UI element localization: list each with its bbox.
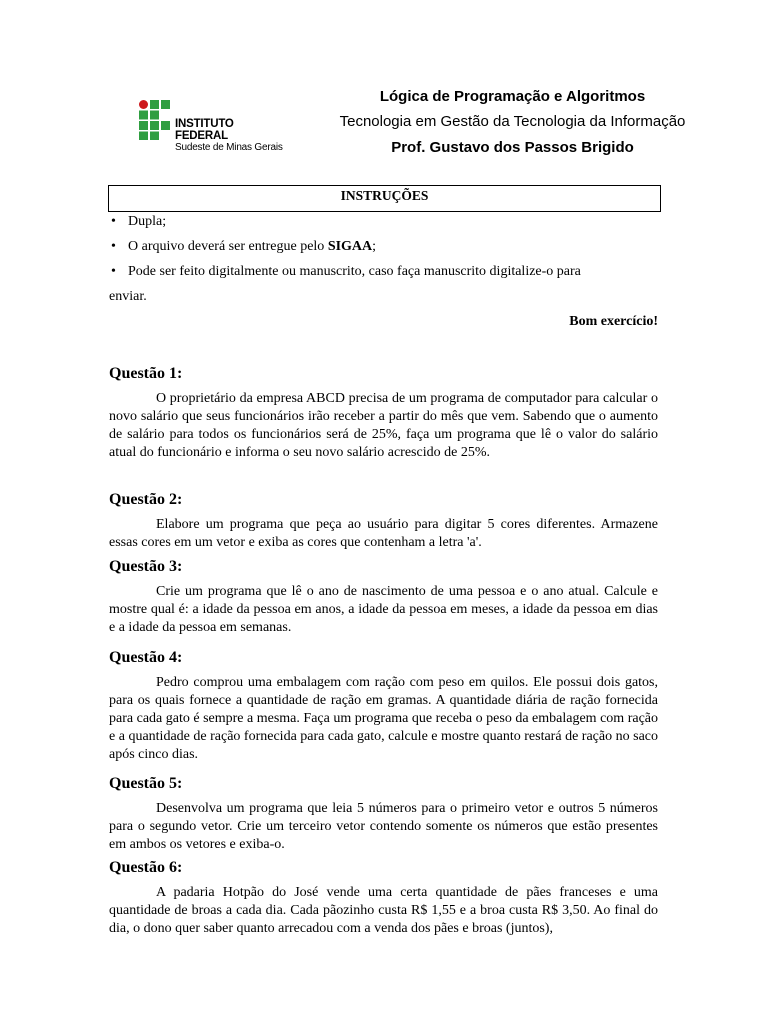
program-title: Tecnologia em Gestão da Tecnologia da Informação — [339, 113, 686, 130]
instruction-item: • Pode ser feito digitalmente ou manuscrito, caso faça manuscrito digitalize-o para — [111, 264, 581, 279]
instruction-item: • O arquivo deverá ser entregue pelo SIGAA; — [111, 239, 377, 254]
institution-logo — [139, 100, 289, 153]
bullet-icon: • — [111, 214, 116, 229]
question-text: Desenvolva um programa que leia 5 números para o primeiro vetor e outros 5 números para o segundo vetor. Crie um terceiro vetor contendo somente os números que estão presentes em ambos os vetores e exiba-o. — [109, 801, 658, 852]
logo-campus-name: Sudeste de Minas Gerais — [175, 142, 283, 153]
question-text: Pedro comprou uma embalagem com ração com peso em quilos. Ele possui dois gatos, para os quais fornece a quantidade de ração em gramas. A quantidade diária de ração fornecida para cada gato é sempre a mesma. Faça um programa que receba o peso da embalagem com ração e a quantidade de ração fornecida para cada gato, calcule e mostre quanto restará de ração no saco após cinco dias. — [109, 675, 658, 762]
question-text: Elabore um programa que peça ao usuário para digitar 5 cores diferentes. Armazene essas cores em um vetor e exiba as cores que contenham a letra 'a'. — [109, 517, 658, 550]
question-title: Questão 1: — [109, 365, 183, 382]
question-title: Questão 2: — [109, 491, 183, 508]
question-text: O proprietário da empresa ABCD precisa de um programa de computador para calcular o novo salário que seus funcionários irão receber a partir do mês que vem. Sabendo que o aumento de salário para todos os funcionários será de 25%, faça um programa que lê o valor do salário atual do funcionário e informa o seu novo salário acrescido de 25%. — [109, 391, 658, 460]
if-logo-icon — [139, 100, 171, 140]
question-text: A padaria Hotpão do José vende uma certa quantidade de pães franceses e uma quantidade de broas a cada dia. Cada pãozinho custa R$ 1,55 e a broa custa R$ 3,50. Ao final do dia, o dono quer saber quanto arrecadou com a venda dos pães e broas (juntos), — [109, 885, 658, 936]
question-title: Questão 6: — [109, 859, 183, 876]
instruction-item: • Dupla; — [111, 214, 167, 229]
instruction-item-continuation: enviar. — [109, 289, 147, 304]
question-text: Crie um programa que lê o ano de nascimento de uma pessoa e o ano atual. Calcule e mostre qual é: a idade da pessoa em anos, a idade da pessoa em meses, a idade da pessoa em dias e a idade da pessoa em semanas. — [109, 584, 658, 635]
bullet-icon: • — [111, 239, 116, 254]
instructions-heading: INSTRUÇÕES — [108, 185, 661, 212]
question-title: Questão 3: — [109, 558, 183, 575]
closing-note: Bom exercício! — [569, 314, 658, 329]
professor-name: Prof. Gustavo dos Passos Brigido — [391, 139, 634, 156]
question-title: Questão 4: — [109, 649, 183, 666]
course-title: Lógica de Programação e Algoritmos — [379, 88, 646, 105]
question-title: Questão 5: — [109, 775, 183, 792]
logo-institution-name: INSTITUTO FEDERAL — [175, 118, 234, 142]
sigaa-label: SIGAA — [327, 239, 373, 254]
bullet-icon: • — [111, 264, 116, 279]
